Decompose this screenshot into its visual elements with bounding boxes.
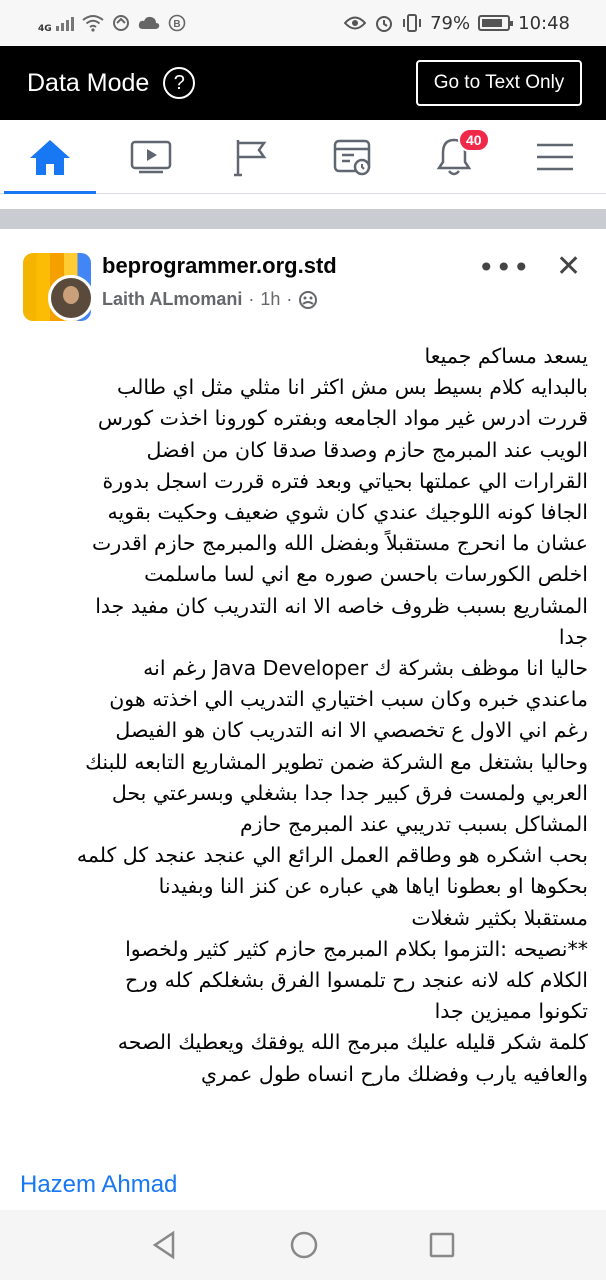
post-body-line: العربي ولمست فرق كبير جدا جدا بشغلي وبسرعتي بحل [111, 780, 588, 805]
post-body-line: ماعندي خبره وكان سبب اختياري التدريب الي اخذته هون [109, 687, 588, 712]
feed-separator [0, 209, 606, 229]
post-body-line: عشان ما انحرج مستقبلاً وبفضل الله والمبرمج حازم اقدرت [92, 531, 588, 556]
alarm-icon [374, 13, 394, 33]
battery-icon [478, 15, 510, 31]
signal-icon [56, 15, 74, 31]
post-body-line: قررت ادرس غير مواد الجامعه وبفتره كورونا اخذت كورس [97, 406, 588, 431]
post-body-line: اخلص الكورسات باحسن صوره مع اني لسا ماسلمت [144, 562, 588, 587]
comment-author[interactable]: Hazem Ahmad [20, 1171, 178, 1198]
post-body-line: رغم اني الاول ع تخصصي الا انه التدريب كان هو الفيصل [115, 718, 588, 743]
post-body-line: المشاكل بسبب تدريبي عند المبرمج حازم [239, 812, 588, 837]
status-right [344, 13, 570, 34]
network-type: 4G [38, 23, 52, 34]
status-bar [0, 0, 606, 46]
post-body-line: بالبدايه كلام بسيط بس مش اكثر انا مثلي مثل اي طالب [117, 375, 588, 400]
home-icon [28, 137, 72, 177]
post-time[interactable]: 1h [260, 289, 281, 309]
author-name[interactable]: Laith ALmomani [102, 289, 243, 309]
post-body-line: الويب عند المبرمج حازم وصدقا صدقا كان من افضل [146, 437, 588, 462]
nav-menu[interactable] [505, 120, 605, 194]
meta-separator-2: · [286, 289, 293, 309]
post-meta [102, 289, 318, 310]
pages-icon [232, 137, 272, 177]
events-icon [332, 137, 374, 177]
nav-notifications[interactable] [404, 120, 504, 194]
post-body [18, 341, 588, 1090]
post-body-line: جدا [558, 624, 588, 649]
recents-icon[interactable] [429, 1232, 455, 1258]
b-icon [168, 14, 186, 32]
author-avatar[interactable] [48, 275, 94, 321]
notification-badge: 40 [458, 128, 490, 152]
data-mode-title: Data Mode [27, 68, 150, 97]
nav-pages[interactable] [202, 120, 302, 194]
post-body-line: وحاليا بشتغل مع الشركة ضمن تطوير المشاريع التابعه للبنك [85, 749, 588, 774]
wifi-icon [82, 14, 104, 32]
clock: 10:48 [518, 12, 570, 34]
post-body-line: القرارات الي عملتها بحياتي وبعد فتره قررت اسجل بدورة [102, 468, 588, 493]
group-name[interactable]: beprogrammer.org.std [102, 253, 337, 278]
watch-icon [129, 139, 173, 175]
post-body-line: مستقبلا بكثير شغلات [411, 905, 588, 930]
go-to-text-only-button[interactable]: Go to Text Only [416, 60, 582, 106]
post [0, 229, 606, 1210]
status-left [38, 13, 186, 34]
cloud-icon [138, 15, 160, 31]
post-body-line: بحكوها او بعطونا اياها هي عباره عن كنز النا وبفيدنا [158, 874, 588, 899]
help-icon[interactable]: ? [163, 67, 195, 99]
top-nav [0, 120, 606, 194]
close-icon[interactable]: ✕ [556, 249, 582, 284]
back-icon[interactable] [151, 1230, 179, 1260]
meta-separator: · [248, 289, 255, 309]
post-body-line: والعافيه يارب وفضلك مارح انساه طول عمري [200, 1061, 588, 1086]
post-body-line: الكلام كله لانه عنجد رح تلمسوا الفرق بشغلكم كله ورح [125, 968, 588, 993]
nav-home[interactable] [0, 120, 100, 194]
group-privacy-icon [298, 290, 318, 310]
post-body-line: يسعد مساكم جميعا [424, 344, 588, 368]
post-body-line: بحب اشكره هو وطاقم العمل الرائع الي عنجد عنجد كل كلمه [76, 843, 588, 868]
nav-watch[interactable] [101, 120, 201, 194]
post-body-line: الجافا كونه اللوجيك عندي كان شوي ضعيف وحكيت بقويه [107, 500, 588, 525]
svg-text:B: B [173, 19, 181, 30]
more-options-icon[interactable]: ••• [478, 251, 531, 284]
post-body-line: **نصيحه :التزموا بكلام المبرمج حازم كثير كثير ولخصوا [125, 936, 588, 961]
android-nav-bar [0, 1210, 606, 1280]
data-saver-icon [112, 14, 130, 32]
post-body-line: المشاريع بسبب ظروف خاصه الا انه التدريب كان مفيد جدا [95, 593, 588, 618]
nav-events[interactable] [303, 120, 403, 194]
menu-icon [535, 141, 575, 173]
battery-percent: 79% [430, 12, 471, 34]
home-circle-icon[interactable] [289, 1230, 319, 1260]
vibrate-icon [402, 13, 422, 33]
post-body-line: تكونوا مميزين جدا [434, 999, 588, 1024]
post-body-line: كلمة شكر قليله عليك مبرمج الله يوفقك ويعطيك الصحه [117, 1030, 588, 1055]
eye-icon [344, 15, 366, 31]
data-mode-bar [0, 46, 606, 120]
post-body-line: حاليا انا موظف بشركة ك Java Developer رغم انه [143, 656, 588, 681]
